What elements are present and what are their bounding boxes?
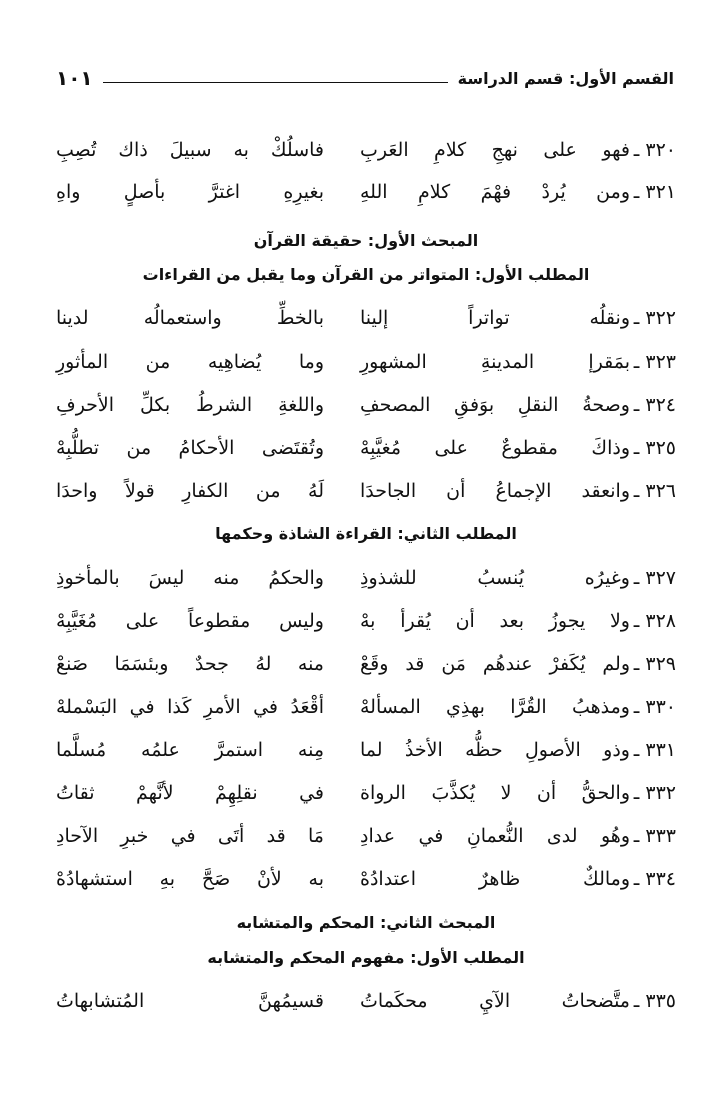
verse-number: ٣٢٥ ـ <box>633 437 676 459</box>
verse-second-hemistich: فاسلُكْ به سبيلَ ذاك تُصِبِ <box>56 139 324 161</box>
page-header <box>56 58 674 92</box>
verse-second-hemistich: في نقلِهِمْ لأنَّهمْ ثقاتُ <box>56 782 324 804</box>
verse-first-hemistich: وغيرُه يُنسبُ للشذوذِ <box>360 567 630 589</box>
verse-first-hemistich: ومن يُردْ فهْمَ كلامِ اللهِ <box>360 181 630 203</box>
verse-second-hemistich: لَهُ من الكفارِ قولاً واحدَا <box>56 480 324 502</box>
verse-number: ٣٢٨ ـ <box>633 610 676 632</box>
section-heading: المبحث الثاني: المحكم والمتشابه <box>236 913 496 932</box>
verse-first-hemistich: ولم يُكَفرْ عندهُم مَن قد وقَعْ <box>360 653 630 675</box>
verse-line <box>56 642 676 686</box>
section-heading: المبحث الأول: حقيقة القرآن <box>253 231 479 250</box>
verse-line <box>56 340 676 384</box>
verse-line <box>56 771 676 815</box>
subsection-heading: المطلب الأول: المتواتر من القرآن وما يقبل من القراءات <box>142 265 590 284</box>
verse-line <box>56 728 676 772</box>
verse-line <box>56 979 676 1023</box>
verse-second-hemistich: وليس مقطوعاً على مُغَيَّبِهْ <box>56 610 324 632</box>
verse-number: ٣٣٢ ـ <box>633 782 676 804</box>
verse-first-hemistich: والحقُّ أن لا يُكذَّبَ الرواة <box>360 782 630 804</box>
verse-number: ٣٣٠ ـ <box>633 696 676 718</box>
verse-line <box>56 556 676 600</box>
verse-second-hemistich: وتُقتَضى الأحكامُ من تطلُّبِهْ <box>56 437 324 459</box>
verse-second-hemistich: مَا قد أتَى في خبرِ الآحادِ <box>56 825 324 847</box>
verse-number: ٣٢٢ ـ <box>633 307 676 329</box>
header-rule <box>103 82 448 83</box>
verse-second-hemistich: بغيرِهِ اغترَّ بأصلٍ واهِ <box>56 181 324 203</box>
verse-line <box>56 296 676 340</box>
verse-second-hemistich: أقْعَدُ في الأمرِ كَذا في البَسْملهْ <box>56 696 324 718</box>
page-number: ١٠١ <box>56 66 93 90</box>
verse-second-hemistich: منه لهُ جحدٌ وبئسَمَا صَنعْ <box>56 653 324 675</box>
verse-number: ٣٢٤ ـ <box>633 394 676 416</box>
verse-number: ٣٢٠ ـ <box>633 139 676 161</box>
verse-number: ٣٣١ ـ <box>633 739 676 761</box>
verse-line <box>56 857 676 901</box>
verse-first-hemistich: فهو على نهجِ كلامِ العَربِ <box>360 139 630 161</box>
verse-number: ٣٣٣ ـ <box>633 825 676 847</box>
verse-first-hemistich: وذاكَ مقطوعٌ على مُغيَّبِهْ <box>360 437 630 459</box>
verse-number: ٣٣٥ ـ <box>633 990 676 1012</box>
verse-first-hemistich: ومذهبُ القُرَّا بهذِي المسألهْ <box>360 696 630 718</box>
verse-number: ٣٢٦ ـ <box>633 480 676 502</box>
verse-first-hemistich: بمَقرإ المدينةِ المشهورِ <box>360 351 630 373</box>
verse-second-hemistich: قسيمُهنَّ المُتشابهاتُ <box>56 990 324 1012</box>
verse-line <box>56 170 676 214</box>
verse-number: ٣٢١ ـ <box>633 181 676 203</box>
verse-second-hemistich: مِنه استمرَّ علمُه مُسلَّما <box>56 739 324 761</box>
verse-second-hemistich: به لأنْ صَحَّ بهِ استشهادُهْ <box>56 868 324 890</box>
verse-line <box>56 426 676 470</box>
subsection-heading: المطلب الأول: مفهوم المحكم والمتشابه <box>207 948 525 967</box>
verse-first-hemistich: وهُو لدى النُّعمانِ في عدادِ <box>360 825 630 847</box>
verse-number: ٣٢٩ ـ <box>633 653 676 675</box>
verse-first-hemistich: متَّضحاتُ الآيِ محكَماتُ <box>360 990 630 1012</box>
verse-first-hemistich: ولا يجوزُ بعد أن يُقرأ بهْ <box>360 610 630 632</box>
verse-second-hemistich: وما يُضاهِيه من المأثورِ <box>56 351 324 373</box>
verse-number: ٣٢٣ ـ <box>633 351 676 373</box>
verse-second-hemistich: بالخطِّ واستعمالُه لدينا <box>56 307 324 329</box>
verse-first-hemistich: وذو الأصولِ حظُّه الأخذُ لما <box>360 739 630 761</box>
verse-line <box>56 814 676 858</box>
verse-line <box>56 599 676 643</box>
verse-first-hemistich: وصحةُ النقلِ بوَفقِ المصحفِ <box>360 394 630 416</box>
verse-second-hemistich: والحكمُ منه ليسَ بالمأخوذِ <box>56 567 324 589</box>
verse-number: ٣٢٧ ـ <box>633 567 676 589</box>
verse-line <box>56 469 676 513</box>
running-title: القسم الأول: قسم الدراسة <box>457 69 674 88</box>
verse-second-hemistich: واللغةِ الشرطُ بكلِّ الأحرفِ <box>56 394 324 416</box>
verse-line <box>56 128 676 172</box>
verse-line <box>56 383 676 427</box>
verse-first-hemistich: ومالكٌ ظاهرٌ اعتدادُهْ <box>360 868 630 890</box>
verse-first-hemistich: ونقلُه تواتراً إلينا <box>360 307 630 329</box>
verse-number: ٣٣٤ ـ <box>633 868 676 890</box>
subsection-heading: المطلب الثاني: القراءة الشاذة وحكمها <box>215 524 517 543</box>
verse-first-hemistich: وانعقد الإجماعُ أن الجاحدَا <box>360 480 630 502</box>
verse-line <box>56 685 676 729</box>
